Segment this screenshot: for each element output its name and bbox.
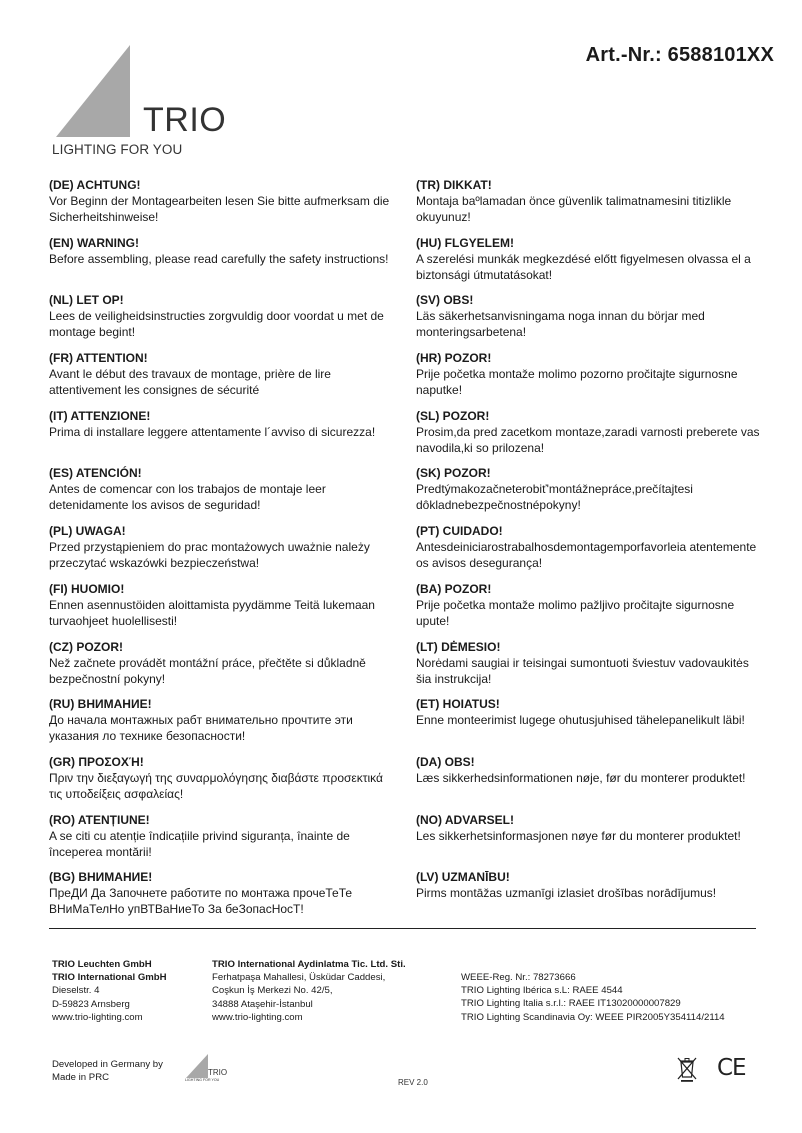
warning-block [416,235,761,293]
warning-body: Pirms montāžas uzmanīgi izlasiet drošības norādījumus! [416,886,717,901]
warning-body: ПреДИ Да Започнете работите по монтажа прочеТеТе ВНиМаТелНо упВТВаНиеТо За беЗопасНосТ! [49,886,353,917]
warning-body: Montaja baºlamadan önce güvenlik talimatnamesini titizlikle okuyunuz! [416,194,732,224]
warning-block [416,581,761,639]
warning-block [416,408,761,466]
warning-body: Læs sikkerhedsinformationen nøje, før du monterer produktet! [416,770,746,785]
warning-block [416,812,761,870]
warning-block [416,177,761,235]
warning-block [416,754,761,812]
warning-body: Les sikkerhetsinformasjonen nøye før du monterer produktet! [416,828,741,843]
warning-body: A szerelési munkák megkezdésé előtt figyelmesen olvassa el a biztonsági útmutatásokat! [416,251,751,282]
warning-body: Norėdami saugiai ir teisingai sumontuoti šviestuv vadovaukitės šia instrukcija! [416,655,749,686]
developed-text: Developed in Germany by [52,1059,163,1070]
company-name: TRIO Leuchten GmbH [52,959,152,970]
warning-title: (LT) DĖMESIO! [416,639,501,654]
origin-note [52,1058,163,1084]
company-name: TRIO International Aydinlatma Tic. Ltd. Sti. [212,959,406,970]
weee-line: WEEE-Reg. Nr.: 78273666 [461,972,576,983]
warning-title: (NL) LET OP! [49,293,124,308]
warning-block [49,465,394,523]
warnings-left-column [49,177,394,927]
warning-body: Antesdeiniciarostrabalhosdemontagemporfavorleia atentemente os avisos desegurança! [416,540,757,571]
warning-block [49,696,394,754]
mini-logo-tagline: LIGHTING FOR YOU [185,1078,220,1082]
mini-logo-triangle-icon [186,1054,208,1078]
warning-title: (BG) ВНИМАНИЕ! [49,870,153,885]
warning-block [49,292,394,350]
weee-line: TRIO Lighting Italia s.r.l.: RAEE IT13020000007829 [461,998,681,1010]
company-address-trio-turkey [212,958,406,1024]
logo-wordmark: TRIO [143,101,227,139]
warning-title: (SK) POZOR! [416,466,491,481]
warning-title: (IT) ATTENZIONE! [49,408,151,423]
address-street: Dieselstr. 4 [52,985,100,997]
company-address-trio-leuchten [52,958,167,1024]
website: www.trio-lighting.com [52,1011,143,1023]
warning-title: (DE) ACHTUNG! [49,178,141,192]
warnings-right-column [416,177,761,927]
warning-title: (LV) UZMANĪBU! [416,870,510,885]
weee-line: TRIO Lighting Ibérica s.L: RAEE 4544 [461,985,623,997]
warning-block [416,639,761,697]
warning-title: (SL) POZOR! [416,408,490,423]
warning-title: (EN) WARNING! [49,235,139,250]
warning-block [416,292,761,350]
warning-block [49,639,394,697]
warning-block [416,465,761,523]
warning-title: (FR) ATTENTION! [49,351,148,366]
warning-block [49,350,394,408]
company-name: TRIO International GmbH [52,972,167,984]
ce-mark-icon: CE [717,1055,746,1081]
revision-label: REV 2.0 [398,1078,428,1087]
warning-block [416,696,761,754]
warning-block [416,523,761,581]
address-line: Ferhatpaşa Mahallesi, Üsküdar Caddesi, [212,972,386,984]
warning-body: Enne monteerimist lugege ohutusjuhised tähelepanelikult läbi! [416,713,745,728]
warning-title: (NO) ADVARSEL! [416,812,514,827]
warning-body: A se citi cu atenție îndicațiile privind siguranța, înainte de începerea montării! [49,828,350,859]
warning-block [416,350,761,408]
warning-block [49,869,394,927]
logo-triangle-icon [50,45,150,137]
warning-title: (HU) FLGYELEM! [416,235,514,250]
trio-logo [50,45,227,160]
warning-body: Ennen asennustöiden aloittamista pyydämme Teitä lukemaan turvaohjeet huolellisesti! [49,597,375,628]
warning-body: Prije početka montaže molimo pažljivo pročitajte sigurnosne upute! [416,597,735,628]
warning-title: (RU) ВНИМАНИЕ! [49,697,152,712]
warning-body: Antes de comencar con los trabajos de montaje leer detenidamente los avisos de seguridad! [49,482,326,513]
warning-block [49,523,394,581]
warning-body: Predtýmakozačneterobiť'montážnepráce,prečítajtesi dôkladnebezpečnostnépokyny! [416,482,693,513]
warning-body: Prije početka montaže molimo pozorno pročitajte sigurnosne naputke! [416,367,738,398]
address-city: D-59823 Arnsberg [52,998,130,1010]
warning-body: Prima di installare leggere attentamente l´avviso di sicurezza! [49,424,376,439]
article-number: Art.-Nr.: 6588101XX [585,44,774,66]
mini-trio-logo [184,1052,230,1082]
website: www.trio-lighting.com [212,1011,303,1023]
warning-body: До начала монтажных рабт внимательно прочтите эти указания ло технике безопасности! [49,713,353,744]
warning-block [49,754,394,812]
warning-block [49,177,394,235]
weee-line: TRIO Lighting Scandinavia Oy: WEEE PIR2005Y354114/2114 [461,1011,725,1023]
weee-registrations [461,971,725,1024]
warning-title: (ES) ATENCIÓN! [49,466,142,481]
warning-body: Przed przystąpieniem do prac montażowych uważnie należy przeczytać wskazówki bezpieczeństwa! [49,540,370,571]
warning-body: Πριν την διεξαγωγή της συναρμολόγησης διαβάστε προσεκτικά τις υποδείξεις ασφαλείας! [49,770,383,801]
warning-title: (PL) UWAGA! [49,524,126,539]
warning-body: Läs säkerhetsanvisningama noga innan du börjar med monteringsarbetena! [416,309,705,340]
footer-divider [49,928,756,929]
warning-block [416,869,761,927]
warning-body: Avant le début des travaux de montage, prière de lire attentivement les consignes de sécurité [49,367,331,398]
address-line: Coşkun İş Merkezi No. 42/5, [212,985,333,997]
warning-title: (GR) ΠΡΟΣΟΧΉ! [49,754,144,769]
warning-block [49,812,394,870]
logo-tagline: LIGHTING FOR YOU [52,142,183,157]
warning-title: (RO) ATENȚIUNE! [49,812,150,827]
made-in-text: Made in PRC [52,1072,110,1083]
warning-body: Než začnete provádět montážní práce, přečtěte si důkladně bezpečnostní pokyny! [49,655,366,686]
warning-block [49,235,394,293]
address-line: 34888 Ataşehir-İstanbul [212,998,313,1010]
warning-body: Vor Beginn der Montagearbeiten lesen Sie bitte aufmerksam die Sicherheitshinweise! [49,194,390,224]
warning-body: Lees de veiligheidsinstructies zorgvuldig door voordat u met de montage begint! [49,309,384,340]
warning-title: (BA) POZOR! [416,581,492,596]
mini-logo-wordmark: TRIO [208,1068,228,1077]
warning-title: (FI) HUOMIO! [49,581,125,596]
warning-title: (TR) DIKKAT! [416,178,492,192]
warning-title: (PT) CUIDADO! [416,524,503,539]
warning-block [49,408,394,466]
warning-title: (ET) HOIATUS! [416,697,500,712]
warning-body: Prosim,da pred zacetkom montaze,zaradi varnosti preberete vas navodila,ki so prilozena! [416,424,760,455]
warning-title: (DA) OBS! [416,754,475,769]
warning-title: (CZ) POZOR! [49,639,123,654]
warning-title: (SV) OBS! [416,293,474,308]
warning-block [49,581,394,639]
weee-crossed-bin-icon [676,1056,698,1082]
warning-title: (HR) POZOR! [416,351,492,366]
warning-body: Before assembling, please read carefully the safety instructions! [49,251,389,266]
